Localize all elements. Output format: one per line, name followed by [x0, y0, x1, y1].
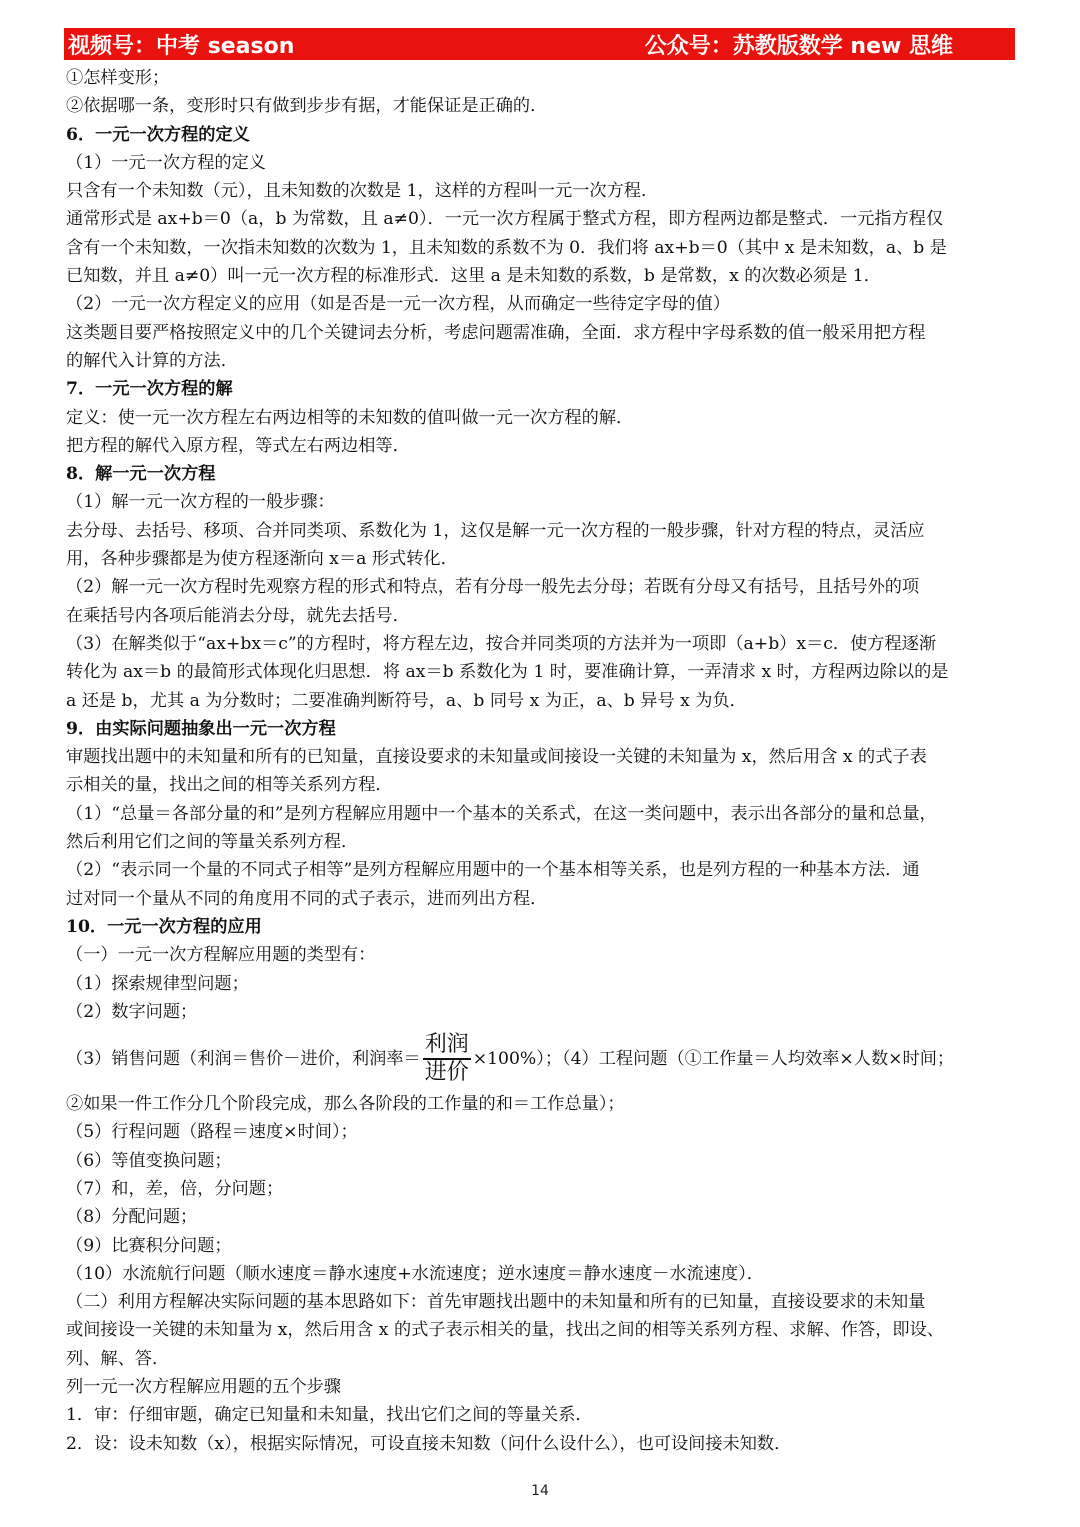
- text-line: 含有一个未知数，一次指未知数的次数为 1，且未知数的系数不为 0．我们将 ax+b＝0（其中 x 是未知数，a、b 是: [66, 237, 947, 258]
- text-line: 只含有一个未知数（元），且未知数的次数是 1，这样的方程叫一元一次方程．: [66, 181, 659, 202]
- text-line: 去分母、去括号、移项、合并同类项、系数化为 1，这仅是解一元一次方程的一般步骤，针对方程的特点，灵活应: [66, 520, 925, 541]
- text-line: ②依据哪一条，变形时只有做到步步有据，才能保证是正确的．: [66, 96, 548, 117]
- header-banner: [64, 28, 1015, 60]
- text-line: （1）一元一次方程的定义: [66, 152, 266, 173]
- fraction-denominator: 进价: [424, 1059, 469, 1085]
- document-body: [66, 64, 1016, 1458]
- text-line: （8）分配问题；: [66, 1207, 198, 1228]
- text-line: （6）等值变换问题；: [66, 1150, 232, 1171]
- text-line: （1）解一元一次方程的一般步骤：: [66, 492, 335, 513]
- text-line: 定义：使一元一次方程左右两边相等的未知数的值叫做一元一次方程的解．: [66, 407, 634, 428]
- text-line: （2）一元一次方程定义的应用（如是否是一元一次方程，从而确定一些待定字母的值）: [66, 294, 731, 315]
- text-line: （1）探索规律型问题；: [66, 973, 249, 994]
- section-heading: 10．一元一次方程的应用: [66, 916, 262, 937]
- text-line: 过对同一个量从不同的角度用不同的式子表示，进而列出方程．: [66, 888, 548, 909]
- text-line: （7）和，差，倍，分问题；: [66, 1178, 284, 1199]
- text-line: 转化为 ax＝b 的最简形式体现化归思想．将 ax＝b 系数化为 1 时，要准确计算，一弄清求 x 时，方程两边除以的是: [66, 662, 949, 683]
- text-line: a 还是 b，尤其 a 为分数时；二要准确判断符号，a、b 同号 x 为正，a、b 异号 x 为负．: [66, 690, 747, 711]
- text-line: （1）“总量＝各部分量的和”是列方程解应用题中一个基本的关系式，在这一类问题中，表示出各部分的量和总量，: [66, 803, 937, 824]
- text-line: 示相关的量，找出之间的相等关系列方程．: [66, 775, 393, 796]
- formula-text-before: （3）销售问题（利润＝售价－进价，利润率＝: [66, 1048, 421, 1069]
- text-line: （5）行程问题（路程＝速度×时间）；: [66, 1122, 358, 1143]
- text-line: 2．设：设未知数（x），根据实际情况，可设直接未知数（问什么设什么），也可设间接未知数．: [66, 1433, 792, 1454]
- fraction-numerator: 利润: [424, 1032, 469, 1058]
- text-line: 列一元一次方程解应用题的五个步骤: [66, 1377, 342, 1398]
- text-line: 审题找出题中的未知量和所有的已知量，直接设要求的未知量或间接设一关键的未知量为 x，然后用含 x 的式子表: [66, 747, 927, 768]
- text-line: 用，各种步骤都是为使方程逐渐向 x＝a 形式转化．: [66, 549, 458, 570]
- text-line: 这类题目要严格按照定义中的几个关键词去分析，考虑问题需准确，全面．求方程中字母系数的值一般采用把方程: [66, 322, 926, 343]
- section-heading: 8．解一元一次方程: [66, 464, 216, 485]
- text-line: （10）水流航行问题（顺水速度＝静水速度+水流速度；逆水速度＝静水速度－水流速度）．: [66, 1263, 764, 1284]
- section-heading: 9．由实际问题抽象出一元一次方程: [66, 718, 336, 739]
- text-line: 通常形式是 ax+b＝0（a，b 为常数，且 a≠0）．一元一次方程属于整式方程，即方程两边都是整式．一元指方程仅: [66, 209, 944, 230]
- text-line: （9）比赛积分问题；: [66, 1235, 232, 1256]
- text-line: （2）“表示同一个量的不同式子相等”是列方程解应用题中的一个基本相等关系，也是列方程的一种基本方法．通: [66, 860, 920, 881]
- text-line: 把方程的解代入原方程，等式左右两边相等．: [66, 435, 410, 456]
- text-line: 已知数，并且 a≠0）叫一元一次方程的标准形式．这里 a 是未知数的系数，b 是常数，x 的次数必须是 1．: [66, 266, 881, 287]
- text-line: （2）解一元一次方程时先观察方程的形式和特点，若有分母一般先去分母；若既有分母又有括号，且括号外的项: [66, 577, 920, 598]
- text-line: （2）数字问题；: [66, 1001, 198, 1022]
- text-line: 列、解、答．: [66, 1348, 170, 1369]
- profit-rate-formula-line: [66, 1030, 1016, 1088]
- profit-rate-fraction: [423, 1032, 471, 1086]
- text-line: 1．审：仔细审题，确定已知量和未知量，找出它们之间的等量关系．: [66, 1405, 593, 1426]
- section-heading: 7．一元一次方程的解: [66, 379, 233, 400]
- text-line: 的解代入计算的方法．: [66, 350, 238, 371]
- text-line: ①怎样变形；: [66, 68, 170, 88]
- text-line: 然后利用它们之间的等量关系列方程．: [66, 832, 359, 853]
- text-line: 在乘括号内各项后能消去分母，就先去括号．: [66, 605, 410, 626]
- text-line: （一）一元一次方程解应用题的类型有：: [66, 945, 376, 966]
- text-line: （二）利用方程解决实际问题的基本思路如下：首先审题找出题中的未知量和所有的已知量，直接设要求的未知量: [66, 1292, 926, 1313]
- header-right: 公众号：苏教版数学 new 思维: [644, 33, 953, 59]
- section-heading: 6．一元一次方程的定义: [66, 124, 250, 145]
- formula-text-after: ×100%）；（4）工程问题（①工作量＝人均效率×人数×时间；: [472, 1048, 955, 1069]
- page-number: 14: [531, 1483, 549, 1499]
- text-line: （3）在解类似于“ax+bx＝c”的方程时，将方程左边，按合并同类项的方法并为一项即（a+b）x＝c．使方程逐渐: [66, 633, 937, 654]
- text-line: ②如果一件工作分几个阶段完成，那么各阶段的工作量的和＝工作总量）；: [66, 1094, 625, 1115]
- header-left: 视频号：中考 season: [68, 33, 295, 59]
- text-line: 或间接设一关键的未知量为 x，然后用含 x 的式子表示相关的量，找出之间的相等关系列方程、求解、作答，即设、: [66, 1320, 944, 1341]
